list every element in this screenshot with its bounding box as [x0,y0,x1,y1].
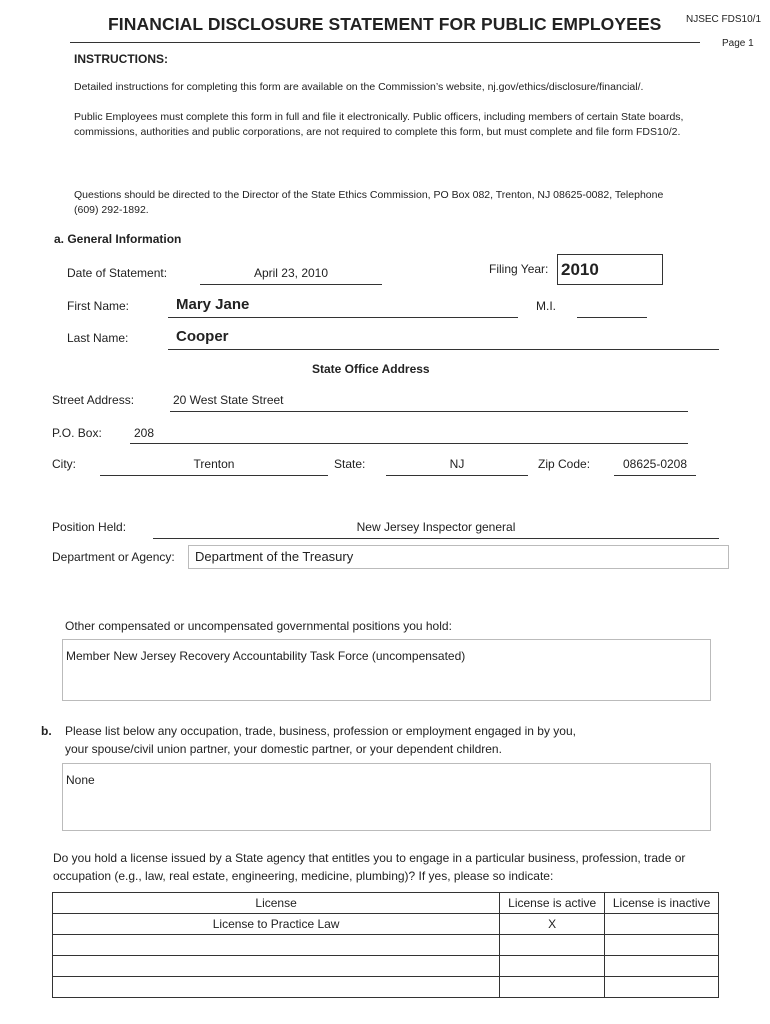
filing-year-box[interactable] [557,254,663,285]
other-positions-value: Member New Jersey Recovery Accountability Task Force (uncompensated) [66,649,466,663]
street-address-label: Street Address: [52,393,135,407]
other-positions-label: Other compensated or uncompensated governmental positions you hold: [65,619,452,633]
street-address-field[interactable]: 20 West State Street [173,393,284,407]
table-row [53,935,719,956]
license-question-line1: Do you hold a license issued by a State agency that entitles you to engage in a particular business, profession, trade or [53,851,686,865]
state-label: State: [334,457,366,471]
date-of-statement-label: Date of Statement: [67,266,168,280]
city-field[interactable]: Trenton [193,457,235,471]
general-information-heading: a. General Information [54,232,182,246]
instructions-paragraph-2: Public Employees must complete this form in full and file it electronically. Public officers, including members of certain State boards, commissions, authorities and public corporations, are not required to complete this form, but must complete and file form FDS10/2. [74,111,684,138]
first-name-label: First Name: [67,299,130,313]
po-box-label: P.O. Box: [52,426,102,440]
license-inactive-cell[interactable] [605,956,719,977]
license-header: License [53,893,500,914]
license-active-cell[interactable] [500,956,605,977]
position-underline [153,538,719,539]
city-label: City: [52,457,76,471]
last-name-label: Last Name: [67,331,129,345]
license-inactive-header: License is inactive [605,893,719,914]
zip-underline [614,475,696,476]
instructions-paragraph-1: Detailed instructions for completing this form are available on the Commission’s website, nj.gov/ethics/disclosure/financial/. [74,81,644,93]
license-inactive-cell[interactable] [605,914,719,935]
table-row [53,914,719,935]
form-title: FINANCIAL DISCLOSURE STATEMENT FOR PUBLIC EMPLOYEES [108,14,662,34]
license-active-cell[interactable] [500,977,605,998]
street-underline [170,411,688,412]
date-underline [200,284,382,285]
license-active-cell[interactable] [500,935,605,956]
middle-initial-label: M.I. [536,299,556,313]
license-inactive-cell[interactable] [605,977,719,998]
license-question-line2: occupation (e.g., law, real estate, engineering, medicine, plumbing)? If yes, please so indicate: [53,869,554,883]
license-active-header: License is active [500,893,605,914]
department-field-box[interactable] [188,545,729,569]
zip-code-field[interactable]: 08625-0208 [622,457,688,471]
license-name-cell[interactable]: License to Practice Law [53,914,500,935]
department-label: Department or Agency: [52,550,175,564]
license-active-cell[interactable]: X [500,914,605,935]
state-office-address-heading: State Office Address [312,362,430,376]
table-row [53,956,719,977]
license-inactive-cell[interactable] [605,935,719,956]
title-rule [70,42,700,43]
license-name-cell[interactable] [53,977,500,998]
city-underline [100,475,328,476]
department-field: Department of the Treasury [195,549,354,564]
occupation-value: None [66,773,95,787]
first-name-underline [168,317,518,318]
state-underline [386,475,528,476]
last-name-underline [168,349,719,350]
table-row [53,977,719,998]
zip-code-label: Zip Code: [538,457,591,471]
filing-year-label: Filing Year: [489,262,549,276]
section-b-letter: b. [41,724,52,738]
first-name-field[interactable]: Mary Jane [176,296,250,313]
position-held-label: Position Held: [52,520,127,534]
filing-year-field: 2010 [561,260,599,279]
section-b-question-line2: your spouse/civil union partner, your domestic partner, or your dependent children. [65,742,502,756]
page-number: Page 1 [722,38,754,49]
state-field[interactable]: NJ [449,457,465,471]
position-held-field[interactable]: New Jersey Inspector general [356,520,516,534]
po-box-field[interactable]: 208 [134,426,155,440]
occupation-textarea[interactable] [62,763,711,831]
license-name-cell[interactable] [53,956,500,977]
section-b-question-line1: Please list below any occupation, trade, business, profession or employment engaged in by you, [65,724,576,738]
license-table [52,892,719,998]
license-table-header-row [53,893,719,914]
instructions-heading: INSTRUCTIONS: [74,52,168,66]
instructions-paragraph-3: Questions should be directed to the Director of the State Ethics Commission, PO Box 082, Trenton, NJ 08625-0082, Telephone (609) 292-1892. [74,189,664,216]
license-name-cell[interactable] [53,935,500,956]
other-positions-textarea[interactable] [62,639,711,701]
middle-initial-underline [577,317,647,318]
date-of-statement-field[interactable]: April 23, 2010 [253,266,329,280]
last-name-field[interactable]: Cooper [176,328,229,345]
form-number: NJSEC FDS10/1 [686,14,762,25]
po-box-underline [130,443,688,444]
